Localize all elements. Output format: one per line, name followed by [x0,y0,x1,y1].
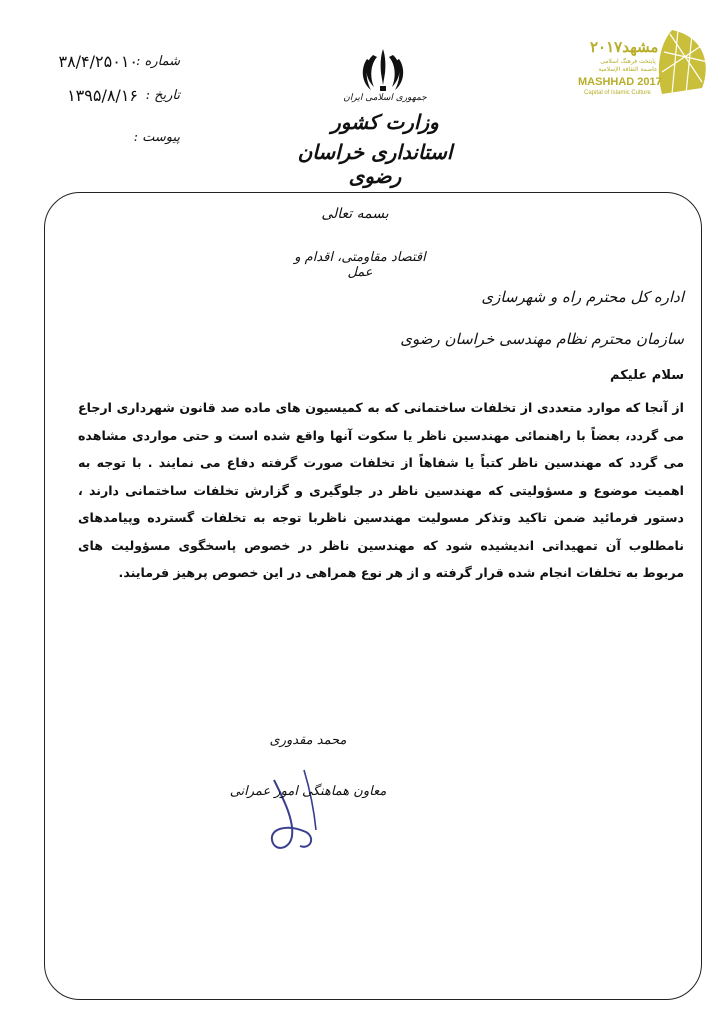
letter-number-label: شماره : [136,54,180,69]
greeting: سلام علیکم [610,368,684,383]
signer-name: محمد مقدوری [269,733,347,748]
recipient-1: اداره کل محترم راه و شهرسازی [481,288,684,306]
letter-date-row [20,86,180,110]
logo-title: مشهد۲۰۱۷ [590,39,659,56]
signer-title: معاون هماهنگی امور عمرانی [229,784,387,799]
recipient-2: سازمان محترم نظام مهندسی خراسان رضوی [400,330,684,348]
letter-frame [44,192,702,1000]
ministry-title: وزارت کشور [331,110,439,134]
letter-date-label: تاریخ : [145,88,180,103]
year-motto: اقتصاد مقاومتی، اقدام و عمل [294,250,426,280]
province-title: استانداری خراسان رضوی [297,140,453,188]
logo-subtitle-persian: پایتخت فرهنگ اسلامی [600,58,656,65]
letter-attachment-row [20,128,180,152]
letter-body: از آنجا که موارد متعددی از تخلفات ساختمانی که به کمیسیون های ماده صد قانون شهرداری ارجاع می گردد، بعضاً با راهنمائی مهندسین ناظر یا سکوت آنها واقع شده است و حتی مواردی مشاهده می گردد که مهندسین ناظر کتباً یا شفاهاً از تخلفات صورت گرفته دفاع می نمایند . با توجه به اهمیت موضوع و مسؤولیتی که مهندسین ناظر در جلوگیری و گزارش تخلفات ساختمانی دارند ، دستور فرمائید ضمن تاکید وتذکر مسولیت مهندسین ناظربا توجه به تخلفات گسترده وپیامدهای نامطلوب آن تمهیداتی اندیشیده شود که مهندسین ناظر در خصوص پاسخگوی مسؤولیت های مربوط به تخلفات انجام شده قرار گرفته و از هر نوع همراهی در این خصوص پرهیز فرمایند. [78,400,684,580]
letter-attachment-label: پیوست : [133,130,180,145]
basmala: بسمه تعالی [321,206,389,222]
government-title: جمهوری اسلامی ایران [343,93,427,103]
letter-date-value: ۱۳۹۵/۸/۱۶ [67,86,138,105]
logo-subtitle-arabic: عاصمة الثقافة الإسلامية [598,66,658,73]
letter-number-value: ۳۸/۴/۲۵۰۱۰ [58,52,138,71]
logo-english-title: MASHHAD 2017 [578,76,662,88]
logo-english-subtitle: Capital of Islamic Culture [584,90,651,96]
handwritten-signature-icon [244,740,394,860]
letter-number-row [20,52,180,76]
iran-emblem-icon [358,45,408,95]
